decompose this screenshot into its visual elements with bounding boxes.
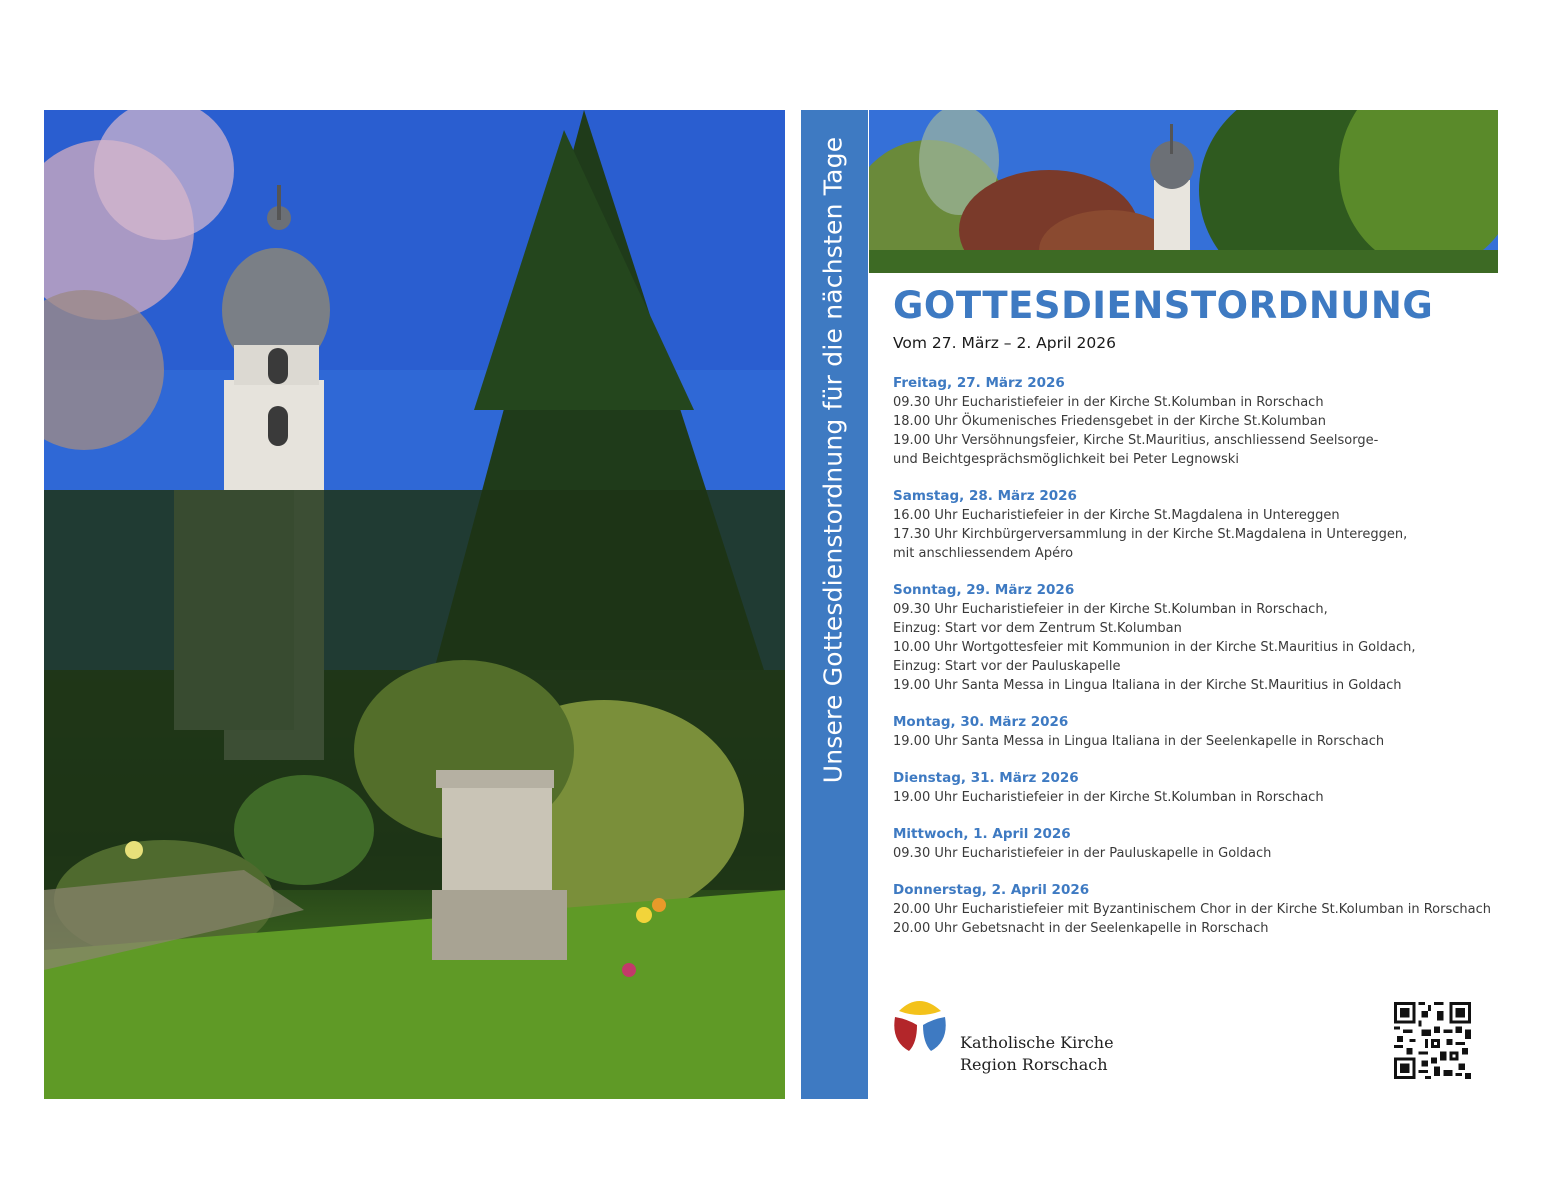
service-line: 09.30 Uhr Eucharistiefeier in der Kirche St.Kolumban in Rorschach, (893, 602, 1328, 617)
side-band-text: Unsere Gottesdienstordnung für die nächsten Tage (818, 136, 848, 784)
day-heading: Samstag, 28. März 2026 (893, 488, 1077, 504)
organization-line-1: Katholische Kirche (960, 1033, 1114, 1052)
church-header-illustration (869, 110, 1498, 273)
day-block (893, 487, 1493, 563)
organization-line-2: Region Rorschach (960, 1055, 1108, 1074)
day-heading: Dienstag, 31. März 2026 (893, 770, 1079, 786)
service-line: Einzug: Start vor der Pauluskapelle (893, 659, 1121, 674)
day-block (893, 581, 1493, 695)
service-line: und Beichtgesprächsmöglichkeit bei Peter Legnowski (893, 452, 1239, 467)
day-block (893, 881, 1493, 938)
qr-code-icon (1394, 1002, 1471, 1079)
service-line: 16.00 Uhr Eucharistiefeier in der Kirche St.Magdalena in Untereggen (893, 508, 1340, 523)
church-garden-illustration (44, 110, 785, 1099)
service-line: 18.00 Uhr Ökumenisches Friedensgebet in der Kirche St.Kolumban (893, 414, 1326, 429)
service-line: 17.30 Uhr Kirchbürgerversammlung in der Kirche St.Magdalena in Untereggen, (893, 527, 1408, 542)
schedule (893, 374, 1493, 956)
service-line: 09.30 Uhr Eucharistiefeier in der Kirche St.Kolumban in Rorschach (893, 395, 1324, 410)
church-garden-photo (44, 110, 785, 1099)
day-block (893, 825, 1493, 863)
day-heading: Montag, 30. März 2026 (893, 714, 1069, 730)
day-block (893, 374, 1493, 469)
day-block (893, 769, 1493, 807)
day-heading: Donnerstag, 2. April 2026 (893, 882, 1090, 898)
day-block (893, 713, 1493, 751)
service-line: 19.00 Uhr Santa Messa in Lingua Italiana in der Seelenkapelle in Rorschach (893, 734, 1385, 749)
page-title: GOTTESDIENSTORDNUNG (893, 284, 1434, 327)
service-line: 20.00 Uhr Eucharistiefeier mit Byzantinischem Chor in der Kirche St.Kolumban in Rorschach (893, 902, 1491, 917)
service-line: 09.30 Uhr Eucharistiefeier in der Pauluskapelle in Goldach (893, 846, 1272, 861)
day-heading: Sonntag, 29. März 2026 (893, 582, 1075, 598)
organization-name (960, 1032, 1114, 1076)
day-heading: Freitag, 27. März 2026 (893, 375, 1065, 391)
service-line: 20.00 Uhr Gebetsnacht in der Seelenkapelle in Rorschach (893, 921, 1269, 936)
day-heading: Mittwoch, 1. April 2026 (893, 826, 1071, 842)
service-line: Einzug: Start vor dem Zentrum St.Kolumban (893, 621, 1182, 636)
service-line: 10.00 Uhr Wortgottesfeier mit Kommunion in der Kirche St.Mauritius in Goldach, (893, 640, 1416, 655)
service-line: 19.00 Uhr Santa Messa in Lingua Italiana in der Kirche St.Mauritius in Goldach (893, 678, 1402, 693)
katholische-kirche-logo-icon (893, 997, 947, 1051)
date-range-subtitle: Vom 27. März – 2. April 2026 (893, 334, 1116, 352)
service-line: 19.00 Uhr Versöhnungsfeier, Kirche St.Mauritius, anschliessend Seelsorge- (893, 433, 1379, 448)
service-line: 19.00 Uhr Eucharistiefeier in der Kirche St.Kolumban in Rorschach (893, 790, 1324, 805)
church-header-photo (869, 110, 1498, 273)
service-line: mit anschliessendem Apéro (893, 546, 1074, 561)
